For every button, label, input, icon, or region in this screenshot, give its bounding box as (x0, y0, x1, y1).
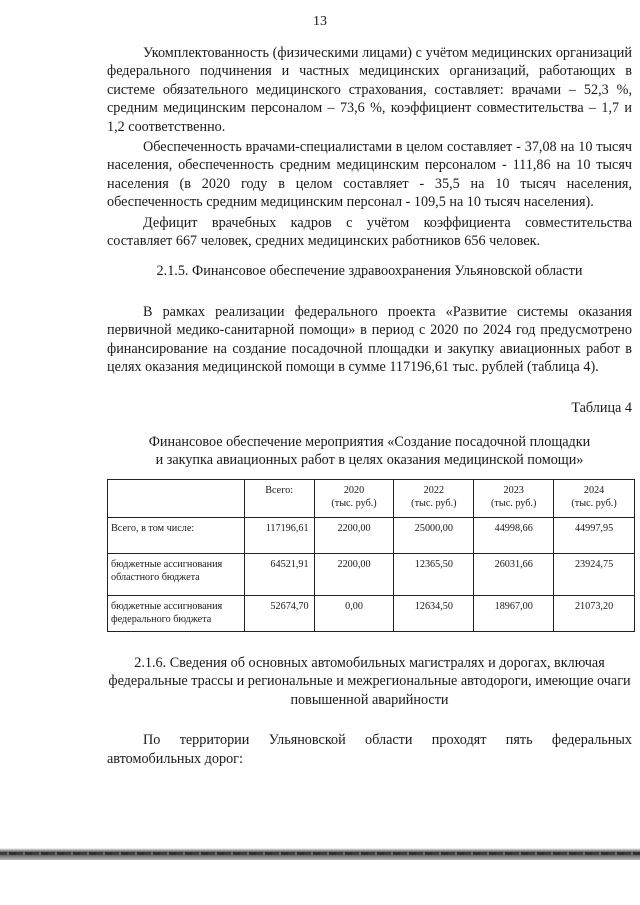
header-2020-year: 2020 (343, 484, 365, 496)
document-body (107, 44, 632, 770)
cell-value: 18967,00 (474, 595, 554, 631)
table-header-row (108, 479, 635, 517)
header-2024 (554, 479, 635, 517)
cell-value: 52674,70 (244, 595, 314, 631)
header-2024-unit: (тыс. руб.) (571, 497, 617, 509)
header-2022 (394, 479, 474, 517)
header-2023 (474, 479, 554, 517)
cell-value: 12634,50 (394, 595, 474, 631)
paragraph-deficit: Дефицит врачебных кадров с учётом коэффициента совместительства составляет 667 человек, средних медицинских работников 656 человек. (107, 214, 632, 250)
section-heading-216: 2.1.6. Сведения об основных автомобильных магистралях и дорогах, включая федеральные трассы и региональные и межрегиональные автодороги, имеющие очаги повышенной аварийности (108, 654, 631, 708)
cell-value: 44998,66 (474, 517, 554, 553)
cell-value: 117196,61 (244, 517, 314, 553)
cell-value: 0,00 (314, 595, 394, 631)
header-2020-unit: (тыс. руб.) (331, 497, 377, 509)
table-title-line-2: и закупка авиационных работ в целях оказания медицинской помощи» (155, 451, 584, 468)
financing-table (107, 479, 635, 632)
section-heading-215: 2.1.5. Финансовое обеспечение здравоохранения Ульяновской области (156, 263, 583, 280)
table-row (108, 595, 635, 631)
page-number: 13 (313, 14, 327, 29)
header-2023-year: 2023 (503, 484, 524, 496)
header-total (244, 479, 314, 517)
table-title-line-1: Финансовое обеспечение мероприятия «Создание посадочной площадки (148, 433, 591, 450)
cell-value: 26031,66 (474, 553, 554, 595)
cell-value: 25000,00 (394, 517, 474, 553)
header-2020 (314, 479, 394, 517)
cell-value: 23924,75 (554, 553, 635, 595)
table-row (108, 553, 635, 595)
header-2022-year: 2022 (423, 484, 445, 496)
table-row (108, 517, 635, 553)
row-label: бюджетные ассигнования областного бюджета (108, 553, 245, 595)
table-title (107, 433, 632, 469)
cell-value: 44997,95 (554, 517, 635, 553)
paragraph-roads: По территории Ульяновской области проходят пять федеральных автомобильных дорог: (107, 732, 632, 767)
row-label: бюджетные ассигнования федерального бюджета (108, 595, 245, 631)
header-total-text: Всего: (265, 484, 294, 496)
cell-value: 21073,20 (554, 595, 635, 631)
header-2024-year: 2024 (583, 484, 605, 496)
paragraph-provision: Обеспеченность врачами-специалистами в целом составляет - 37,08 на 10 тысяч населения, обеспеченность средним медицинским персоналом - 111,86 на 10 тысяч населения (в 2020 году в целом составляет - 35,5 на 10 тысяч населения, обеспеченность средним медицинским персонал - 109,5 на 10 тысяч населения). (107, 139, 632, 211)
header-2022-unit: (тыс. руб.) (411, 497, 457, 509)
cell-value: 2200,00 (314, 553, 394, 595)
row-label: Всего, в том числе: (108, 517, 245, 553)
cell-value: 2200,00 (314, 517, 394, 553)
cell-value: 12365,50 (394, 553, 474, 595)
paragraph-staffing: Укомплектованность (физическими лицами) с учётом медицинских организаций федерального подчинения и частных медицинских организаций, работающих в системе обязательного медицинского страхования, составляет: врачами – 52,3 %, средним медицинским персоналом – 73,6 %, коэффициент совместительства – 1,7 и 1,2 соответственно. (107, 45, 632, 135)
scan-edge-noise (0, 852, 640, 855)
paragraph-financing: В рамках реализации федерального проекта «Развитие системы оказания первичной медико-санитарной помощи» в период с 2020 по 2024 год предусмотрено финансирование на создание посадочной площадки и закупку авиационных работ в целях оказания медицинской помощи в сумме 117196,61 тыс. рублей (таблица 4). (107, 303, 632, 376)
header-2023-unit: (тыс. руб.) (491, 497, 537, 509)
table-label: Таблица 4 (571, 399, 632, 416)
cell-value: 64521,91 (244, 553, 314, 595)
header-label-cell (108, 479, 245, 517)
